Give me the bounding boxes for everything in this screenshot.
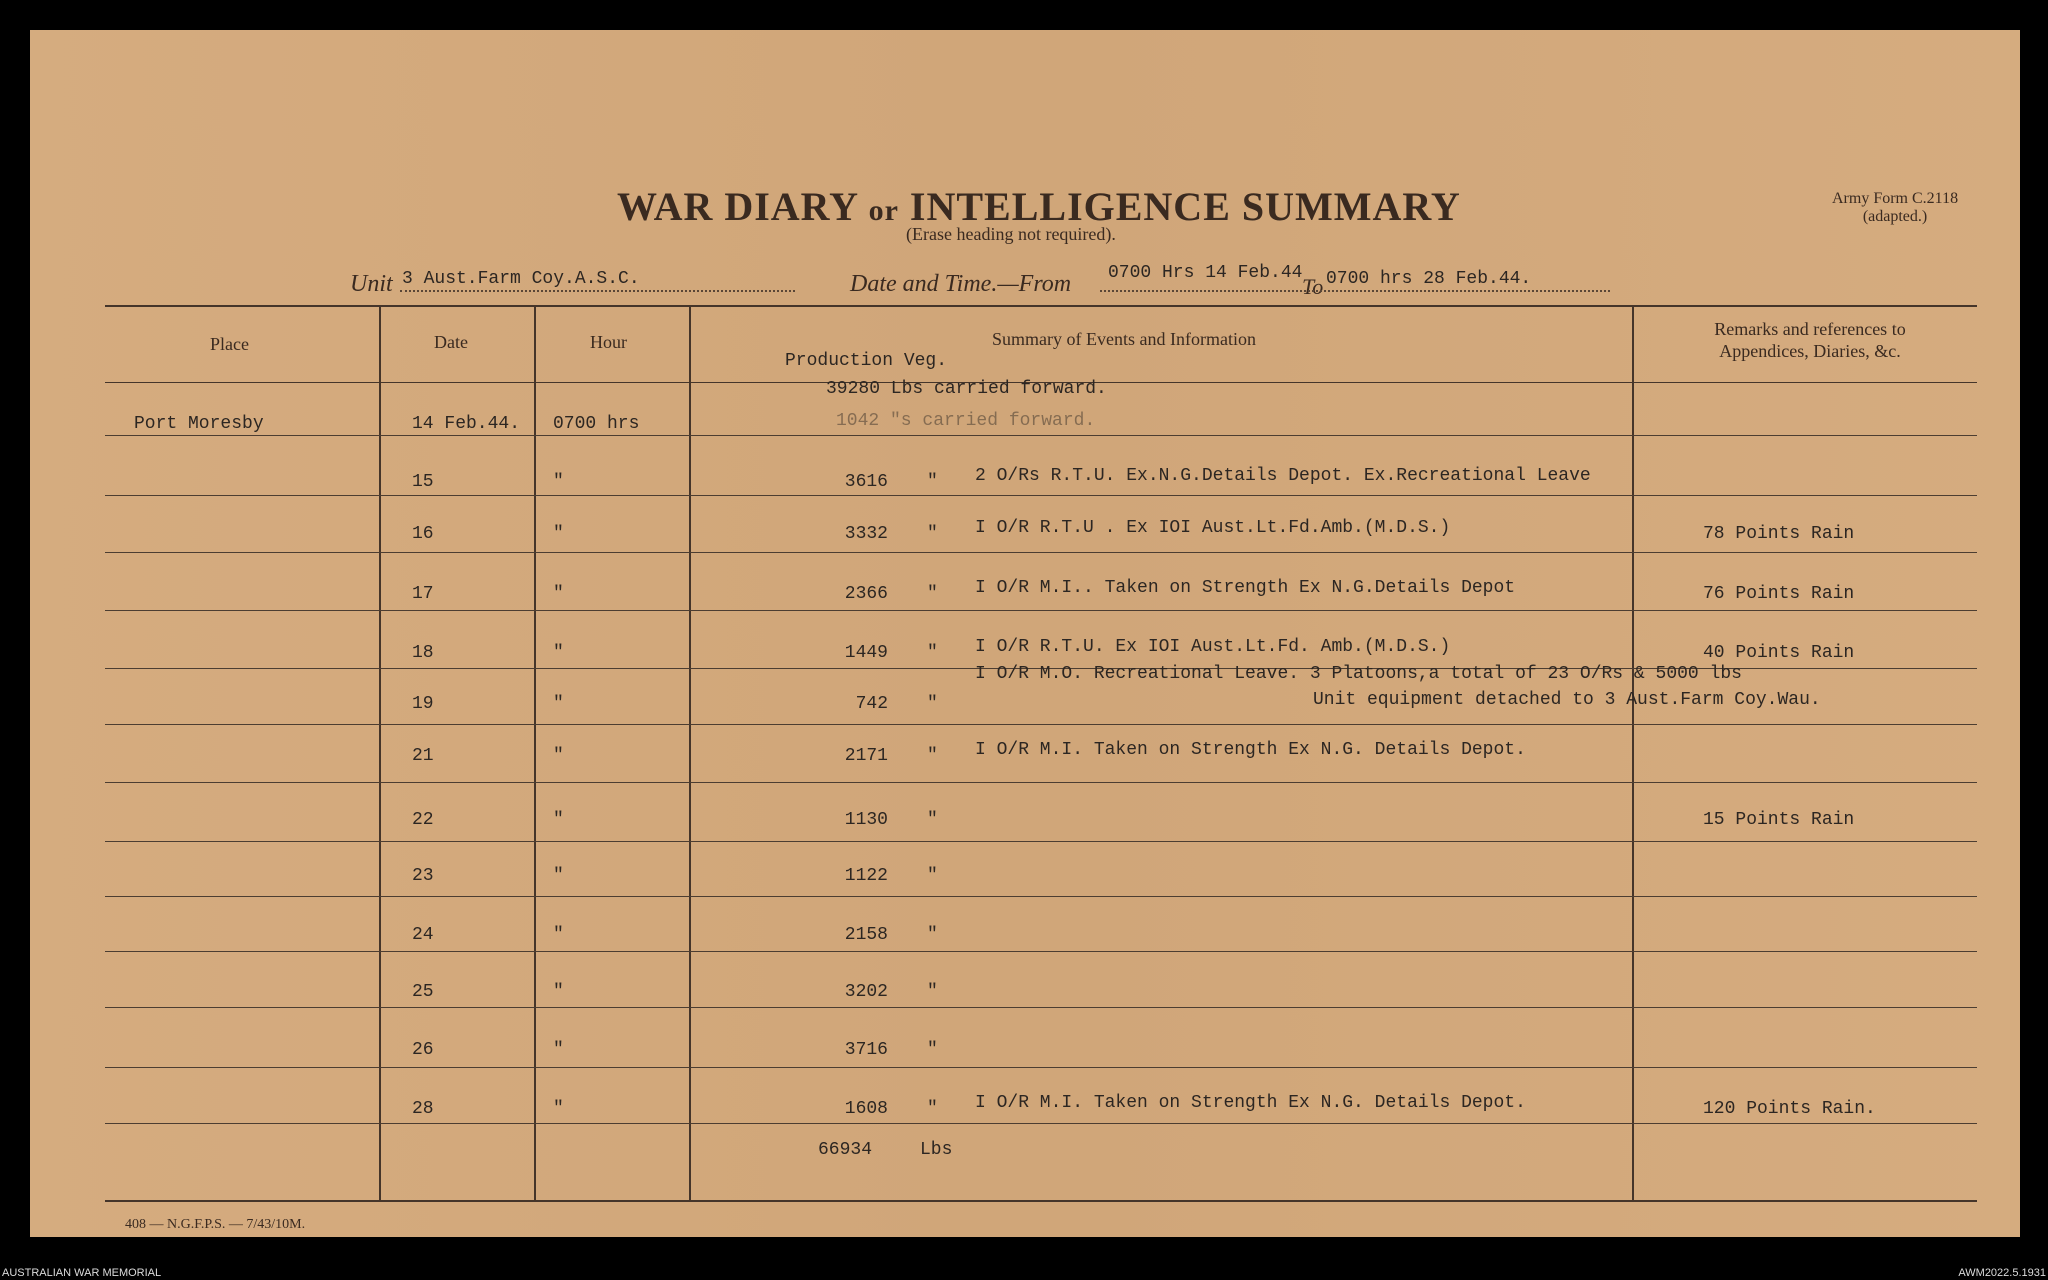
row-remark: 76 Points Rain	[1703, 584, 1855, 604]
form-subtitle: (Erase heading not required).	[906, 224, 1116, 244]
row-rule	[105, 1067, 1977, 1068]
row-ditto: "	[927, 472, 938, 492]
row-remark: 15 Points Rain	[1703, 810, 1855, 830]
row-date: 28	[412, 1099, 434, 1119]
to-value: 0700 hrs 28 Feb.44.	[1326, 269, 1532, 289]
row-date: 14 Feb.44.	[412, 414, 521, 434]
unit-label: Unit	[350, 271, 393, 297]
row-remark: 78 Points Rain	[1703, 524, 1855, 544]
title-rest: INTELLIGENCE SUMMARY	[909, 184, 1461, 229]
row-amount: 3616	[844, 472, 888, 492]
form-print-code: 408 — N.G.F.P.S. — 7/43/10M.	[125, 1217, 306, 1232]
row-ditto: "	[927, 1099, 938, 1119]
row-amount: 1122	[844, 866, 888, 886]
from-value: 0700 Hrs 14 Feb.44	[1108, 263, 1303, 283]
row-date: 25	[412, 982, 434, 1002]
row-amount: 2366	[844, 584, 888, 604]
col-header-place: Place	[210, 334, 249, 354]
row-ditto: "	[927, 982, 938, 1002]
row-event-continued: Unit equipment detached to 3 Aust.Farm Coy.Wau.	[1313, 690, 1821, 710]
row-amount: 1608	[844, 1099, 888, 1119]
row-rule	[105, 1123, 1977, 1124]
row-hour: "	[553, 982, 564, 1002]
row-hour: "	[553, 643, 564, 663]
row-rule	[105, 435, 1977, 436]
remarks-header-line2: Appendices, Diaries, &c.	[1719, 341, 1901, 361]
row-date: 22	[412, 810, 434, 830]
row-event: I O/R R.T.U . Ex IOI Aust.Lt.Fd.Amb.(M.D.S.)	[975, 518, 1451, 538]
row-ditto: "	[927, 810, 938, 830]
remarks-header-line1: Remarks and references to	[1714, 319, 1906, 339]
row-event: 2 O/Rs R.T.U. Ex.N.G.Details Depot. Ex.Recreational Leave	[975, 466, 1591, 486]
row-event: I O/R R.T.U. Ex IOI Aust.Lt.Fd. Amb.(M.D.S.)	[975, 637, 1451, 657]
row-event: I O/R M.I. Taken on Strength Ex N.G. Details Depot.	[975, 1093, 1526, 1113]
row-ditto: "	[927, 1040, 938, 1060]
row-rule	[105, 782, 1977, 783]
row-ditto: "	[927, 925, 938, 945]
col-header-summary: Summary of Events and Information	[992, 329, 1256, 349]
row-date: 21	[412, 746, 434, 766]
row-ditto: "	[927, 746, 938, 766]
army-form-number	[1832, 190, 1958, 226]
row-date: 16	[412, 524, 434, 544]
row-rule	[105, 552, 1977, 553]
row-date: 19	[412, 694, 434, 714]
row-amount: 2171	[844, 746, 888, 766]
row-hour: "	[553, 524, 564, 544]
row-rule	[105, 896, 1977, 897]
title-or: or	[868, 194, 899, 227]
date-dotted-line	[1100, 290, 1610, 292]
row-ditto: "	[927, 694, 938, 714]
row-date: 15	[412, 472, 434, 492]
army-form-label: Army Form C.2118	[1832, 190, 1959, 207]
row-hour: "	[553, 746, 564, 766]
col-divider-date	[534, 305, 536, 1200]
row-place: Port Moresby	[134, 414, 264, 434]
production-heading: Production Veg.	[785, 351, 948, 371]
col-header-date: Date	[434, 332, 468, 352]
col-header-hour: Hour	[590, 332, 627, 352]
row-hour: "	[553, 866, 564, 886]
total-amount: 66934	[818, 1140, 873, 1160]
row-hour: 0700 hrs	[553, 414, 640, 434]
row-amount: 2158	[844, 925, 888, 945]
table-top-rule	[105, 305, 1977, 307]
col-divider-place	[379, 305, 381, 1200]
unit-dotted-line	[400, 290, 795, 292]
row-rule	[105, 610, 1977, 611]
row-date: 24	[412, 925, 434, 945]
caption-left: AUSTRALIAN WAR MEMORIAL	[2, 1267, 162, 1279]
row-ditto: "	[927, 524, 938, 544]
col-divider-hour	[689, 305, 691, 1200]
col-header-remarks	[1660, 318, 1960, 362]
table-bottom-rule	[105, 1200, 1977, 1202]
date-time-label: Date and Time.—From	[850, 271, 1072, 297]
row-event: I O/R M.O. Recreational Leave. 3 Platoons,a total of 23 O/Rs & 5000 lbs	[975, 664, 1742, 684]
row-date: 26	[412, 1040, 434, 1060]
carried-forward-2: 1042 "s carried forward.	[836, 411, 1096, 431]
row-hour: "	[553, 1040, 564, 1060]
row-hour: "	[553, 1099, 564, 1119]
row-amount: 3202	[844, 982, 888, 1002]
to-label: To	[1302, 274, 1324, 299]
form-title	[617, 183, 1461, 230]
row-rule	[105, 841, 1977, 842]
row-remark: 120 Points Rain.	[1703, 1099, 1876, 1119]
total-unit: Lbs	[920, 1140, 953, 1160]
row-rule	[105, 724, 1977, 725]
row-rule	[105, 1007, 1977, 1008]
row-event: I O/R M.I.. Taken on Strength Ex N.G.Details Depot	[975, 578, 1516, 598]
army-form-note: (adapted.)	[1862, 208, 1928, 225]
row-hour: "	[553, 472, 564, 492]
row-hour: "	[553, 810, 564, 830]
row-date: 18	[412, 643, 434, 663]
carried-forward-1: 39280 Lbs carried forward.	[826, 379, 1107, 399]
row-hour: "	[553, 694, 564, 714]
row-remark: 40 Points Rain	[1703, 643, 1855, 663]
row-ditto: "	[927, 584, 938, 604]
row-date: 23	[412, 866, 434, 886]
row-amount: 1449	[844, 643, 888, 663]
title-main: WAR DIARY	[617, 184, 858, 229]
caption-right: AWM2022.5.1931	[1958, 1267, 2046, 1279]
row-rule	[105, 495, 1977, 496]
row-amount: 742	[855, 694, 888, 714]
unit-value: 3 Aust.Farm Coy.A.S.C.	[402, 269, 640, 289]
row-amount: 1130	[844, 810, 888, 830]
row-rule	[105, 951, 1977, 952]
row-amount: 3716	[844, 1040, 888, 1060]
row-hour: "	[553, 925, 564, 945]
row-ditto: "	[927, 643, 938, 663]
row-ditto: "	[927, 866, 938, 886]
row-hour: "	[553, 584, 564, 604]
row-amount: 3332	[844, 524, 888, 544]
col-divider-summary	[1632, 305, 1634, 1200]
row-event: I O/R M.I. Taken on Strength Ex N.G. Details Depot.	[975, 740, 1526, 760]
row-date: 17	[412, 584, 434, 604]
